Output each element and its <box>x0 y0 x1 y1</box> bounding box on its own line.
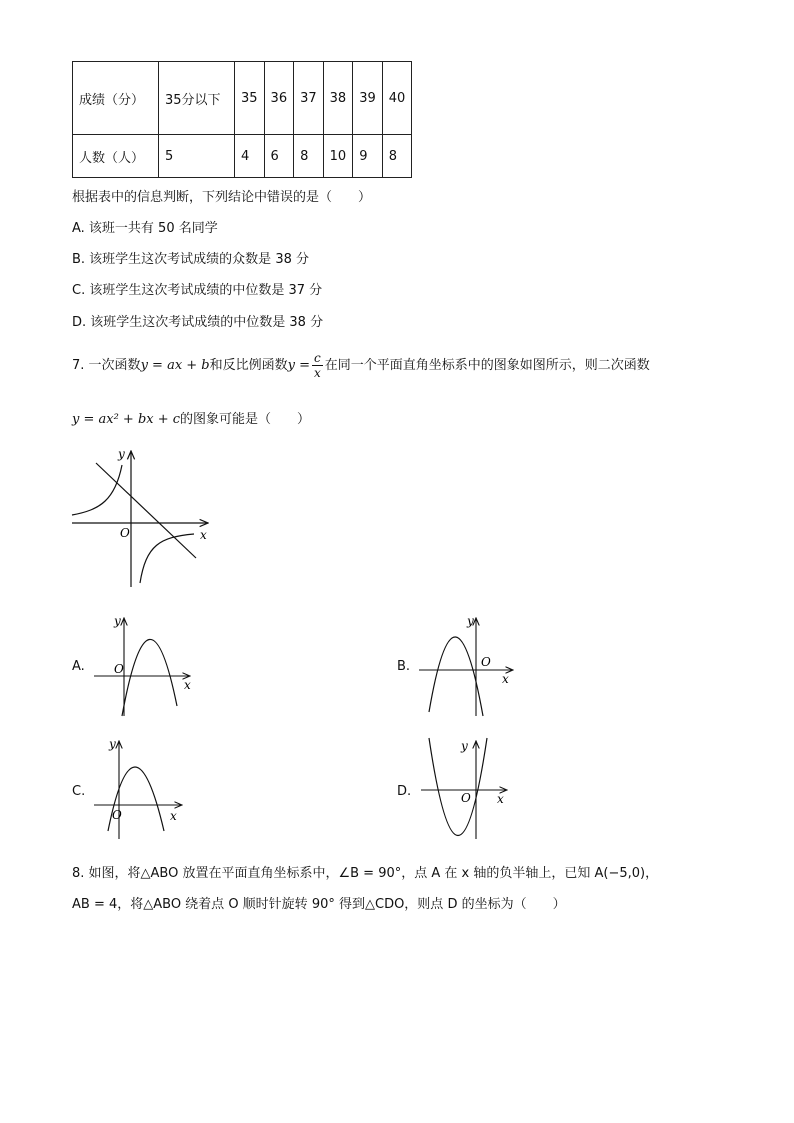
fraction-denominator: x <box>313 366 321 380</box>
q8-line2: AB = 4，将△ABO 绕着点 O 顺时针旋转 90° 得到△CDO，则点 D 的坐标为（ ） <box>72 897 566 912</box>
origin-label: O <box>461 791 471 805</box>
table-cell: 35分以下 <box>159 62 235 135</box>
linear-formula: y = ax + b <box>140 358 210 373</box>
q7-option-d-label: D. <box>397 784 412 799</box>
table-cell: 40 <box>382 62 412 135</box>
q7-option-c-graph[interactable] <box>90 735 200 843</box>
q6-option-d: D. 该班学生这次考试成绩的中位数是 38 分 <box>72 315 324 330</box>
score-table <box>72 61 412 178</box>
q7-text: 一次函数 <box>88 358 141 373</box>
table-cell: 35 <box>235 62 265 135</box>
table-cell: 人数（人） <box>73 135 159 178</box>
y-label: y <box>461 739 468 753</box>
origin-label: O <box>114 662 124 676</box>
parabola <box>429 637 483 716</box>
hyperbola-branch <box>72 465 122 515</box>
table-cell: 5 <box>159 135 235 178</box>
q7-option-a-graph[interactable] <box>90 612 200 720</box>
origin-label: O <box>112 808 122 822</box>
table-cell: 10 <box>323 135 353 178</box>
x-label: x <box>184 678 191 692</box>
table-cell: 39 <box>353 62 383 135</box>
table-cell: 9 <box>353 135 383 178</box>
fraction-numerator: c <box>314 351 321 365</box>
hyperbola-branch <box>140 534 194 583</box>
x-label: x <box>502 672 509 686</box>
q7-text: 和反比例函数 <box>209 358 288 373</box>
table-row <box>73 62 412 135</box>
x-label: x <box>170 809 177 823</box>
inverse-formula-lhs: y = <box>287 358 311 373</box>
q6-option-c: C. 该班学生这次考试成绩的中位数是 37 分 <box>72 283 323 298</box>
q7-option-b-label: B. <box>397 659 411 674</box>
y-label: y <box>114 614 121 628</box>
inverse-formula-fraction <box>312 351 323 380</box>
y-label: y <box>118 447 125 461</box>
q7-text: 在同一个平面直角坐标系中的图象如图所示，则二次函数 <box>324 358 650 373</box>
q7-option-d-graph[interactable] <box>415 735 525 843</box>
q7-option-a-label: A. <box>72 659 85 674</box>
table-cell: 37 <box>294 62 324 135</box>
origin-label: O <box>120 526 130 540</box>
y-label: y <box>467 614 474 628</box>
table-cell: 36 <box>264 62 294 135</box>
table-cell: 6 <box>264 135 294 178</box>
q8-line1: 8. 如图，将△ABO 放置在平面直角坐标系中，∠B = 90°，点 A 在 x 轴的负半轴上，已知 A(−5,0)， <box>72 866 659 881</box>
q7-main-graph <box>70 445 215 590</box>
quadratic-formula: y = ax² + bx + c <box>72 412 181 427</box>
y-label: y <box>109 737 116 751</box>
x-label: x <box>200 528 207 542</box>
table-row <box>73 135 412 178</box>
q7-text: 的图象可能是（ ） <box>180 412 311 427</box>
table-cell: 4 <box>235 135 265 178</box>
q6-option-b: B. 该班学生这次考试成绩的众数是 38 分 <box>72 252 309 267</box>
q7-number: 7. <box>72 358 85 373</box>
parabola <box>122 639 177 716</box>
q7-stem-line2 <box>72 408 310 427</box>
origin-label: O <box>481 655 491 669</box>
q6-prompt: 根据表中的信息判断，下列结论中错误的是（ ） <box>72 190 372 205</box>
table-cell: 38 <box>323 62 353 135</box>
x-label: x <box>497 792 504 806</box>
q7-option-c-label: C. <box>72 784 86 799</box>
q7-stem-line1 <box>72 350 650 382</box>
table-cell: 8 <box>294 135 324 178</box>
table-cell: 成绩（分） <box>73 62 159 135</box>
linear-function-line <box>96 463 196 558</box>
parabola <box>429 738 487 836</box>
table-cell: 8 <box>382 135 412 178</box>
q7-option-b-graph[interactable] <box>415 612 525 720</box>
q6-option-a: A. 该班一共有 50 名同学 <box>72 221 218 236</box>
